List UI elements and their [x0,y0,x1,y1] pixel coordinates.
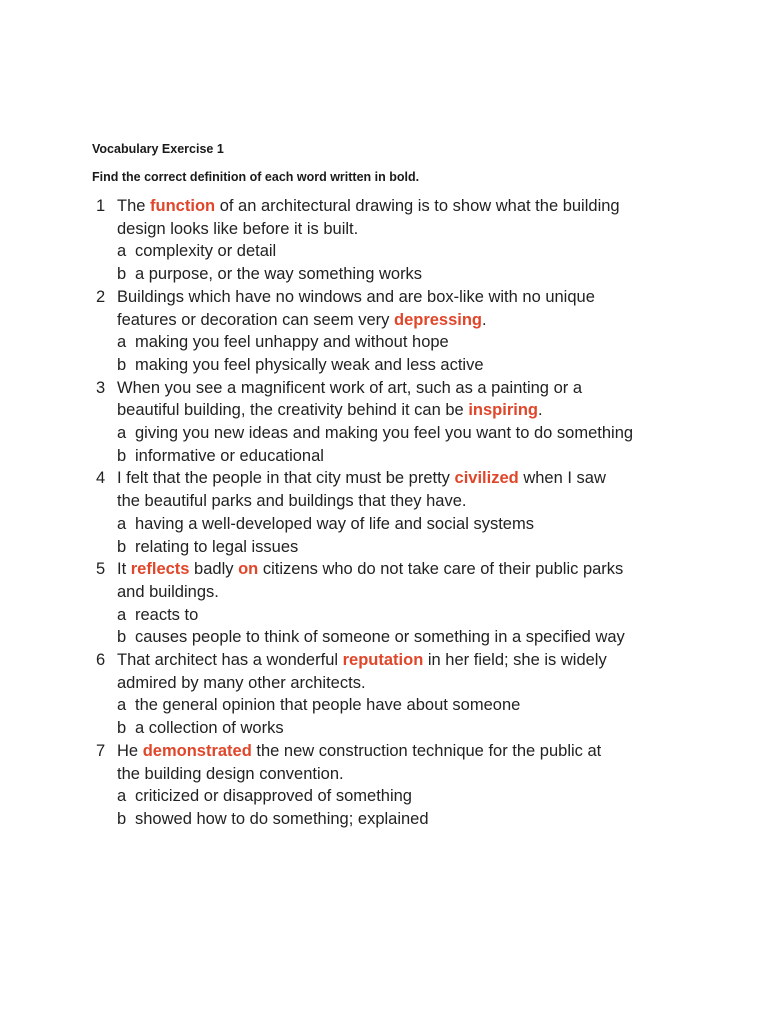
option-letter: a [117,333,127,352]
option-text: having a well-developed way of life and social systems [135,514,534,533]
question-item [96,558,696,649]
question-body [117,286,696,377]
question-line: It reflects badly on citizens who do not take care of their public parks [117,560,624,579]
question-body [117,467,696,558]
option-text: a collection of works [135,719,284,738]
question-line: He demonstrated the new construction technique for the public at [117,741,602,760]
bold-keyword: depressing [393,310,483,329]
question-item [96,377,696,468]
question-item [96,467,696,558]
option-letter: a [117,696,127,715]
question-text [117,558,696,603]
option-text: the general opinion that people have about someone [135,696,521,715]
option-letter: a [117,424,127,443]
question-number: 4 [96,469,106,488]
option-letter: b [117,809,127,828]
question-text [117,377,696,422]
question-line: features or decoration can seem very depressing. [117,310,487,329]
exercise-title: Vocabulary Exercise 1 [92,142,224,156]
option-letter: b [117,265,127,284]
answer-option [117,445,696,468]
question-text [117,649,696,694]
answer-option [117,694,696,717]
bold-keyword: civilized [454,469,519,488]
answer-option [117,513,696,536]
question-text [117,286,696,331]
option-letter: a [117,514,127,533]
question-line: the beautiful parks and buildings that they have. [117,492,467,511]
option-letter: b [117,628,127,647]
question-number: 1 [96,197,106,215]
answer-option [117,263,696,286]
option-letter: b [117,355,127,374]
answer-option [117,354,696,377]
question-line: admired by many other architects. [117,673,366,692]
answer-option [117,240,696,263]
option-text: giving you new ideas and making you feel you want to do something [135,424,634,443]
option-text: making you feel unhappy and without hope [135,333,449,352]
question-list [96,195,696,831]
bold-keyword: inspiring [468,401,538,420]
question-line: I felt that the people in that city must be pretty civilized when I saw [117,469,606,488]
answer-option [117,717,696,740]
question-line: That architect has a wonderful reputation in her field; she is widely [117,651,607,670]
answer-option [117,422,696,445]
bold-keyword: function [150,197,216,215]
question-number: 3 [96,378,106,397]
option-text: informative or educational [135,446,324,465]
question-line: design looks like before it is built. [117,219,359,238]
question-line: The function of an architectural drawing is to show what the building [117,197,620,215]
question-body [117,740,696,831]
bold-keyword: on [238,560,259,579]
question-text [117,740,696,785]
question-line: the building design convention. [117,764,344,783]
bold-keyword: demonstrated [142,741,252,760]
answer-option [117,604,696,627]
question-body [117,649,696,740]
option-text: a purpose, or the way something works [135,265,423,284]
answer-option [117,808,696,831]
answer-option [117,331,696,354]
option-letter: a [117,787,127,806]
option-letter: b [117,537,127,556]
option-text: causes people to think of someone or something in a specified way [135,628,625,647]
question-line: When you see a magnificent work of art, such as a painting or a [117,378,582,397]
question-text [117,195,696,240]
exercise-instruction: Find the correct definition of each word written in bold. [92,170,420,184]
question-body [117,195,696,286]
question-number: 7 [96,741,106,760]
question-number: 2 [96,287,106,306]
question-body [117,377,696,468]
answer-option [117,626,696,649]
question-text [117,467,696,512]
option-letter: b [117,719,127,738]
option-text: reacts to [135,605,199,624]
option-letter: a [117,242,127,261]
option-text: criticized or disapproved of something [135,787,412,806]
bold-keyword: reputation [342,651,424,670]
question-body [117,558,696,649]
question-line: beautiful building, the creativity behind it can be inspiring. [117,401,543,420]
option-text: showed how to do something; explained [135,809,429,828]
option-text: relating to legal issues [135,537,299,556]
question-line: Buildings which have no windows and are box-like with no unique [117,287,595,306]
question-item [96,740,696,831]
bold-keyword: reflects [130,560,190,579]
question-number: 6 [96,651,106,670]
question-item [96,286,696,377]
option-letter: b [117,446,127,465]
question-line: and buildings. [117,582,219,601]
question-item [96,649,696,740]
answer-option [117,785,696,808]
question-number: 5 [96,560,106,579]
question-item [96,195,696,286]
option-letter: a [117,605,127,624]
option-text: complexity or detail [135,242,277,261]
answer-option [117,536,696,559]
option-text: making you feel physically weak and less active [135,355,484,374]
